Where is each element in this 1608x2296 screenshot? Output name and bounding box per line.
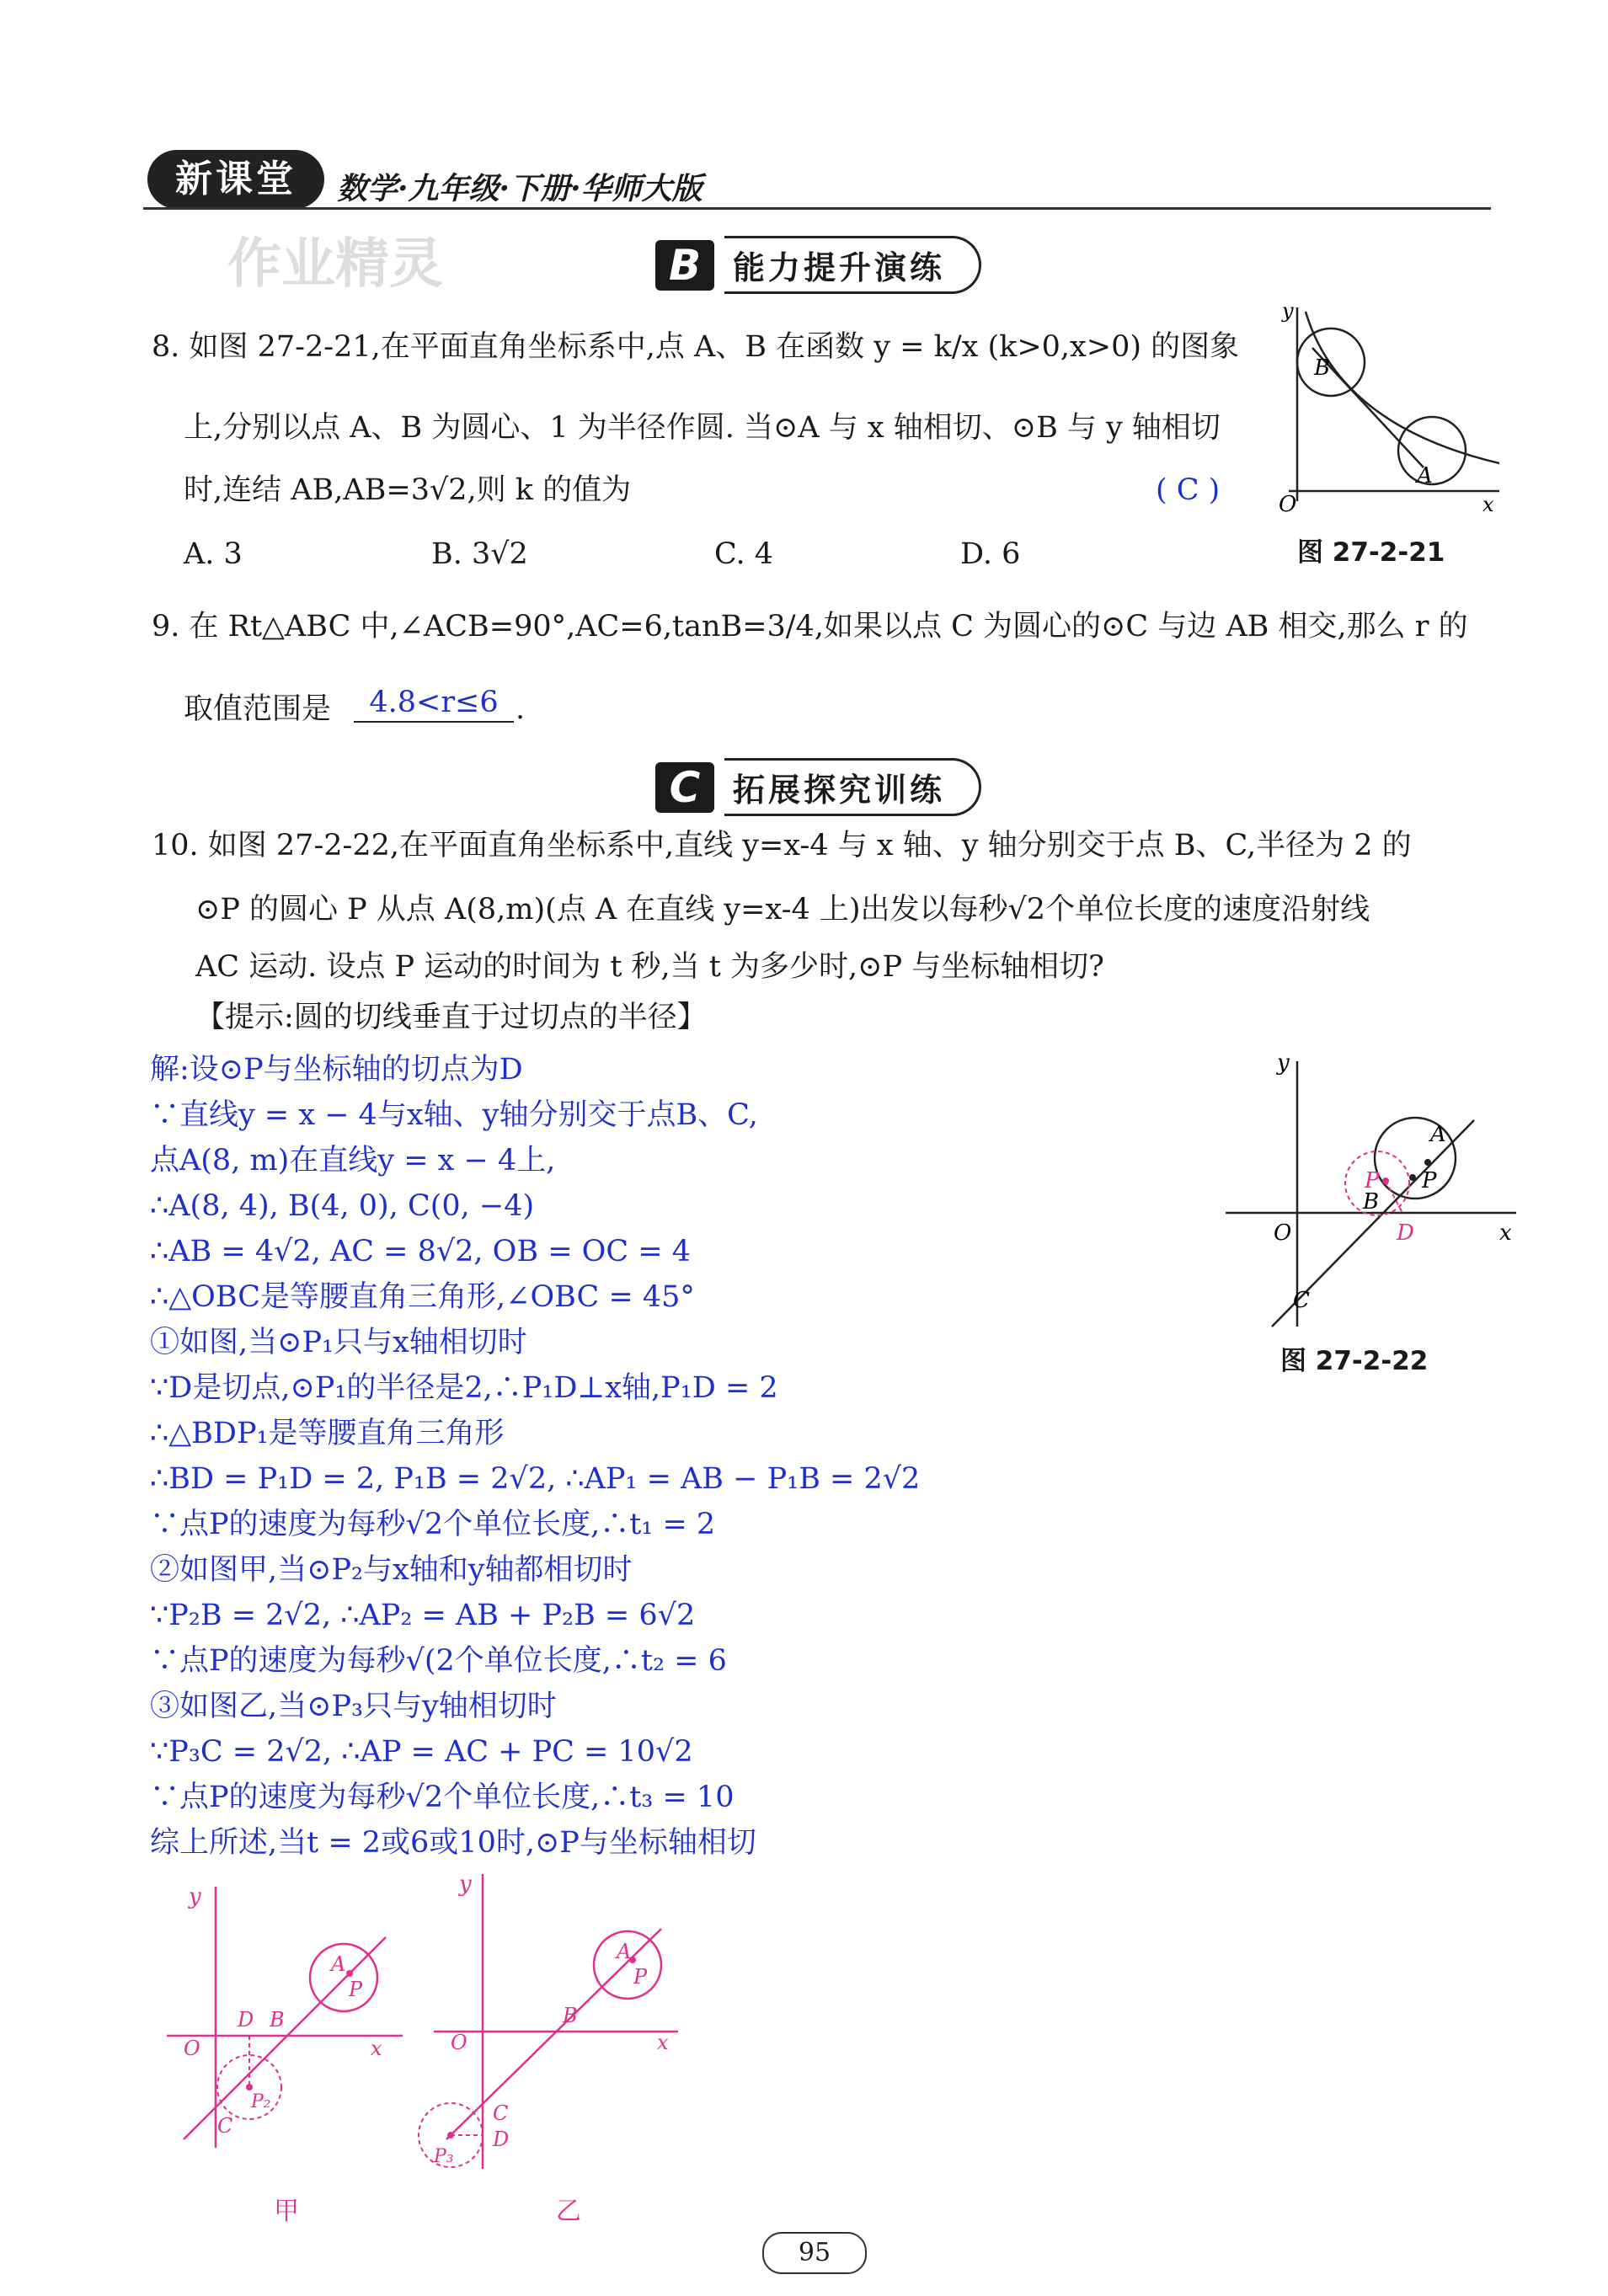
solution-line-6: ①如图,当⊙P₁只与x轴相切时 bbox=[150, 1326, 527, 1359]
section-b-badge: B bbox=[655, 240, 714, 291]
solution-line-3: ∴A(8, 4), B(4, 0), C(0, −4) bbox=[150, 1189, 535, 1223]
solution-line-8: ∴△BDP₁是等腰直角三角形 bbox=[150, 1417, 505, 1450]
fig2-label-o: O bbox=[1274, 1220, 1292, 1246]
q8-line1: 8. 如图 27-2-21,在平面直角坐标系中,点 A、B 在函数 y = k/x (k>0,x>0) 的图象 bbox=[152, 330, 1240, 364]
jia-label-d: D bbox=[238, 2008, 254, 2032]
book-logo: 新课堂 bbox=[147, 150, 324, 209]
jia-point-a bbox=[346, 1970, 353, 1977]
q10-hint: 【提示:圆的切线垂直于过切点的半径】 bbox=[195, 1001, 707, 1034]
q8-option-d: D. 6 bbox=[960, 537, 1021, 571]
solution-line-2: 点A(8, m)在直线y = x − 4上, bbox=[150, 1144, 556, 1177]
jia-label-a: A bbox=[331, 1952, 346, 1976]
fig1-label-x: x bbox=[1482, 493, 1494, 516]
q10-line3: AC 运动. 设点 P 运动的时间为 t 秒,当 t 为多少时,⊙P 与坐标轴相切? bbox=[195, 950, 1104, 984]
figure-yi bbox=[417, 1866, 695, 2173]
jia-label-c: C bbox=[217, 2114, 233, 2138]
fig1-label-y: y bbox=[1282, 299, 1294, 323]
page-number: 95 bbox=[762, 2232, 867, 2274]
solution-line-4: ∴AB = 4√2, AC = 8√2, OB = OC = 4 bbox=[150, 1235, 691, 1268]
yi-label-x: x bbox=[657, 2031, 669, 2054]
jia-caption: 甲 bbox=[274, 2197, 299, 2226]
solution-line-17: 综上所述,当t = 2或6或10时,⊙P与坐标轴相切 bbox=[150, 1826, 756, 1860]
fig2-caption: 图 27-2-22 bbox=[1280, 1346, 1429, 1376]
watermark: 作业精灵 bbox=[227, 233, 443, 296]
fig2-label-y: y bbox=[1277, 1050, 1290, 1076]
solution-line-13: ∵点P的速度为每秒√(2个单位长度,∴t₂ = 6 bbox=[150, 1644, 727, 1678]
solution-line-1: ∵直线y = x − 4与x轴、y轴分别交于点B、C, bbox=[150, 1098, 758, 1132]
q9-line1: 9. 在 Rt△ABC 中,∠ACB=90°,AC=6,tanB=3/4,如果以点 C 为圆心的⊙C 与边 AB 相交,那么 r 的 bbox=[152, 610, 1468, 643]
q9-answer: 4.8<r≤6 bbox=[354, 684, 514, 723]
q9-line2-prefix: 取值范围是 bbox=[184, 692, 332, 726]
q8-option-c: C. 4 bbox=[714, 537, 774, 571]
q8-answer: ( C ) bbox=[1156, 473, 1221, 507]
section-b-heading bbox=[655, 236, 981, 294]
solution-line-10: ∵点P的速度为每秒√2个单位长度,∴t₁ = 2 bbox=[150, 1508, 716, 1541]
fig2-label-c: C bbox=[1293, 1288, 1310, 1313]
yi-point-p3 bbox=[447, 2132, 454, 2138]
solution-line-7: ∵D是切点,⊙P₁的半径是2,∴P₁D⊥x轴,P₁D = 2 bbox=[150, 1371, 778, 1405]
jia-label-y: y bbox=[189, 1884, 201, 1909]
fig2-label-p: P bbox=[1422, 1168, 1437, 1193]
jia-label-x: x bbox=[371, 2037, 382, 2060]
header-divider bbox=[143, 207, 1491, 210]
yi-label-o: O bbox=[451, 2031, 467, 2054]
yi-label-p3: P₃ bbox=[434, 2146, 454, 2167]
fig2-label-x: x bbox=[1499, 1220, 1512, 1246]
fig1-hyperbola bbox=[1306, 312, 1499, 463]
jia-label-o: O bbox=[184, 2037, 200, 2060]
q8-line2: 上,分别以点 A、B 为圆心、1 为半径作圆. 当⊙A 与 x 轴相切、⊙B 与 y 轴相切 bbox=[184, 411, 1221, 445]
jia-label-p2: P₂ bbox=[251, 2091, 271, 2112]
solution-line-12: ∵P₂B = 2√2, ∴AP₂ = AB + P₂B = 6√2 bbox=[150, 1599, 696, 1632]
yi-caption: 乙 bbox=[556, 2197, 581, 2226]
fig2-label-p1: P bbox=[1365, 1168, 1380, 1193]
section-c-title: 拓展探究训练 bbox=[724, 758, 981, 816]
fig2-point-p-pink bbox=[1382, 1177, 1389, 1184]
fig2-label-a: A bbox=[1430, 1122, 1446, 1147]
yi-label-c: C bbox=[493, 2101, 509, 2125]
fig1-caption: 图 27-2-21 bbox=[1297, 537, 1445, 568]
yi-label-d: D bbox=[493, 2128, 510, 2151]
fig1-label-a: A bbox=[1417, 463, 1433, 489]
jia-label-p: P bbox=[349, 1978, 363, 2001]
yi-label-p: P bbox=[633, 1965, 648, 1989]
solution-line-0: 解:设⊙P与坐标轴的切点为D bbox=[150, 1053, 523, 1087]
solution-line-14: ③如图乙,当⊙P₃只与y轴相切时 bbox=[150, 1690, 557, 1723]
q8-option-b: B. 3√2 bbox=[431, 537, 528, 571]
solution-line-16: ∵点P的速度为每秒√2个单位长度,∴t₃ = 10 bbox=[150, 1781, 735, 1814]
solution-line-9: ∴BD = P₁D = 2, P₁B = 2√2, ∴AP₁ = AB − P₁B = 2√2 bbox=[150, 1462, 921, 1496]
figure-jia bbox=[150, 1878, 428, 2173]
q10-line1: 10. 如图 27-2-22,在平面直角坐标系中,直线 y=x-4 与 x 轴、y 轴分别交于点 B、C,半径为 2 的 bbox=[152, 829, 1412, 862]
yi-label-a: A bbox=[617, 1940, 632, 1963]
q9-line2-suffix: . bbox=[516, 692, 526, 726]
q10-line2: ⊙P 的圆心 P 从点 A(8,m)(点 A 在直线 y=x-4 上)出发以每秒√2个单位长度的速度沿射线 bbox=[195, 893, 1370, 926]
q8-line3: 时,连结 AB,AB=3√2,则 k 的值为 bbox=[184, 473, 632, 507]
jia-label-b: B bbox=[270, 2008, 285, 2032]
figure-27-2-22 bbox=[1213, 1044, 1533, 1331]
fig1-label-o: O bbox=[1279, 492, 1297, 517]
yi-label-y: y bbox=[459, 1872, 472, 1897]
q8-option-a: A. 3 bbox=[184, 537, 243, 571]
solution-line-15: ∵P₃C = 2√2, ∴AP = AC + PC = 10√2 bbox=[150, 1735, 693, 1769]
section-c-badge: C bbox=[655, 762, 714, 813]
fig2-point-a bbox=[1424, 1159, 1431, 1166]
book-subtitle: 数学·九年级·下册·华师大版 bbox=[337, 171, 702, 206]
fig2-label-d: D bbox=[1397, 1220, 1414, 1246]
fig1-label-b: B bbox=[1314, 355, 1331, 381]
jia-line bbox=[184, 1937, 386, 2139]
jia-point-p2 bbox=[246, 2084, 253, 2090]
solution-line-11: ②如图甲,当⊙P₂与x轴和y轴都相切时 bbox=[150, 1553, 633, 1587]
fig2-label-b: B bbox=[1363, 1189, 1380, 1215]
figure-27-2-21 bbox=[1255, 299, 1508, 518]
section-c-heading bbox=[655, 758, 981, 816]
fig1-circle-b bbox=[1297, 328, 1365, 396]
yi-label-b: B bbox=[563, 2004, 578, 2027]
fig2-point-p bbox=[1409, 1174, 1416, 1181]
section-b-title: 能力提升演练 bbox=[724, 236, 981, 294]
solution-line-5: ∴△OBC是等腰直角三角形,∠OBC = 45° bbox=[150, 1280, 695, 1314]
